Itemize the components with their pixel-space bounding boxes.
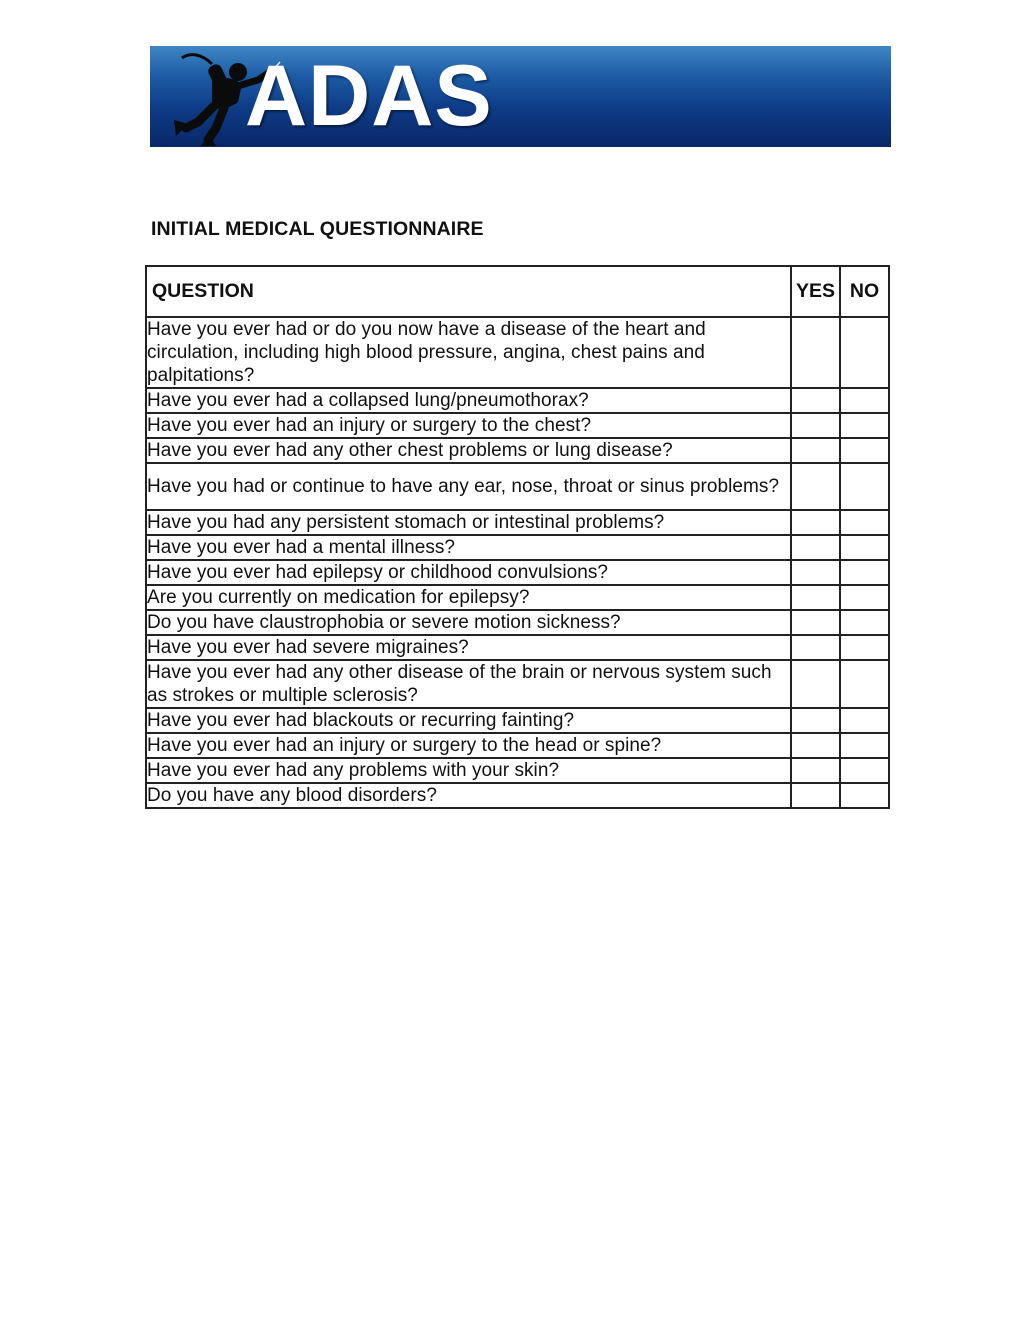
page-title: INITIAL MEDICAL QUESTIONNAIRE	[151, 218, 484, 240]
question-text: Have you ever had blackouts or recurring fainting?	[146, 708, 791, 733]
yes-answer-cell[interactable]	[791, 708, 840, 733]
no-answer-cell[interactable]	[840, 758, 889, 783]
question-text: Do you have any blood disorders?	[146, 783, 791, 808]
header-banner	[150, 46, 891, 147]
column-header-yes: YES	[791, 266, 840, 317]
question-text: Have you ever had any problems with your skin?	[146, 758, 791, 783]
table-row	[146, 610, 889, 635]
no-answer-cell[interactable]	[840, 635, 889, 660]
question-text: Have you ever had a mental illness?	[146, 535, 791, 560]
table-row	[146, 585, 889, 610]
table-row	[146, 463, 889, 510]
question-text: Have you ever had any other chest problems or lung disease?	[146, 438, 791, 463]
yes-answer-cell[interactable]	[791, 510, 840, 535]
question-text: Have you ever had epilepsy or childhood convulsions?	[146, 560, 791, 585]
questionnaire-table	[145, 265, 890, 809]
yes-answer-cell[interactable]	[791, 733, 840, 758]
question-text: Have you ever had any other disease of the brain or nervous system such as strokes or multiple sclerosis?	[146, 660, 791, 708]
no-answer-cell[interactable]	[840, 510, 889, 535]
yes-answer-cell[interactable]	[791, 635, 840, 660]
no-answer-cell[interactable]	[840, 388, 889, 413]
table-row	[146, 733, 889, 758]
no-answer-cell[interactable]	[840, 535, 889, 560]
table-row	[146, 388, 889, 413]
yes-answer-cell[interactable]	[791, 535, 840, 560]
no-answer-cell[interactable]	[840, 733, 889, 758]
question-text: Have you ever had an injury or surgery to the head or spine?	[146, 733, 791, 758]
table-row	[146, 708, 889, 733]
table-row	[146, 635, 889, 660]
question-text: Have you ever had or do you now have a disease of the heart and circulation, including high blood pressure, angina, chest pains and palpitations?	[146, 317, 791, 388]
question-text: Are you currently on medication for epilepsy?	[146, 585, 791, 610]
yes-answer-cell[interactable]	[791, 610, 840, 635]
column-header-no: NO	[840, 266, 889, 317]
table-row	[146, 317, 889, 388]
table-row	[146, 560, 889, 585]
question-text: Have you ever had a collapsed lung/pneumothorax?	[146, 388, 791, 413]
yes-answer-cell[interactable]	[791, 585, 840, 610]
yes-answer-cell[interactable]	[791, 388, 840, 413]
table-header-row	[146, 266, 889, 317]
question-text: Do you have claustrophobia or severe motion sickness?	[146, 610, 791, 635]
table-row	[146, 438, 889, 463]
yes-answer-cell[interactable]	[791, 783, 840, 808]
table-row	[146, 413, 889, 438]
table-row	[146, 510, 889, 535]
no-answer-cell[interactable]	[840, 783, 889, 808]
yes-answer-cell[interactable]	[791, 317, 840, 388]
yes-answer-cell[interactable]	[791, 413, 840, 438]
no-answer-cell[interactable]	[840, 610, 889, 635]
no-answer-cell[interactable]	[840, 317, 889, 388]
question-text: Have you ever had an injury or surgery to the chest?	[146, 413, 791, 438]
column-header-question: QUESTION	[146, 266, 791, 317]
yes-answer-cell[interactable]	[791, 560, 840, 585]
no-answer-cell[interactable]	[840, 413, 889, 438]
no-answer-cell[interactable]	[840, 438, 889, 463]
table-row	[146, 783, 889, 808]
question-text: Have you had any persistent stomach or intestinal problems?	[146, 510, 791, 535]
yes-answer-cell[interactable]	[791, 758, 840, 783]
question-text: Have you ever had severe migraines?	[146, 635, 791, 660]
table-row	[146, 660, 889, 708]
table-row	[146, 535, 889, 560]
no-answer-cell[interactable]	[840, 585, 889, 610]
yes-answer-cell[interactable]	[791, 463, 840, 510]
yes-answer-cell[interactable]	[791, 438, 840, 463]
no-answer-cell[interactable]	[840, 708, 889, 733]
no-answer-cell[interactable]	[840, 660, 889, 708]
question-text: Have you had or continue to have any ear, nose, throat or sinus problems?	[146, 463, 791, 510]
brand-logo-text: ADAS	[245, 48, 493, 144]
yes-answer-cell[interactable]	[791, 660, 840, 708]
table-row	[146, 758, 889, 783]
no-answer-cell[interactable]	[840, 463, 889, 510]
no-answer-cell[interactable]	[840, 560, 889, 585]
